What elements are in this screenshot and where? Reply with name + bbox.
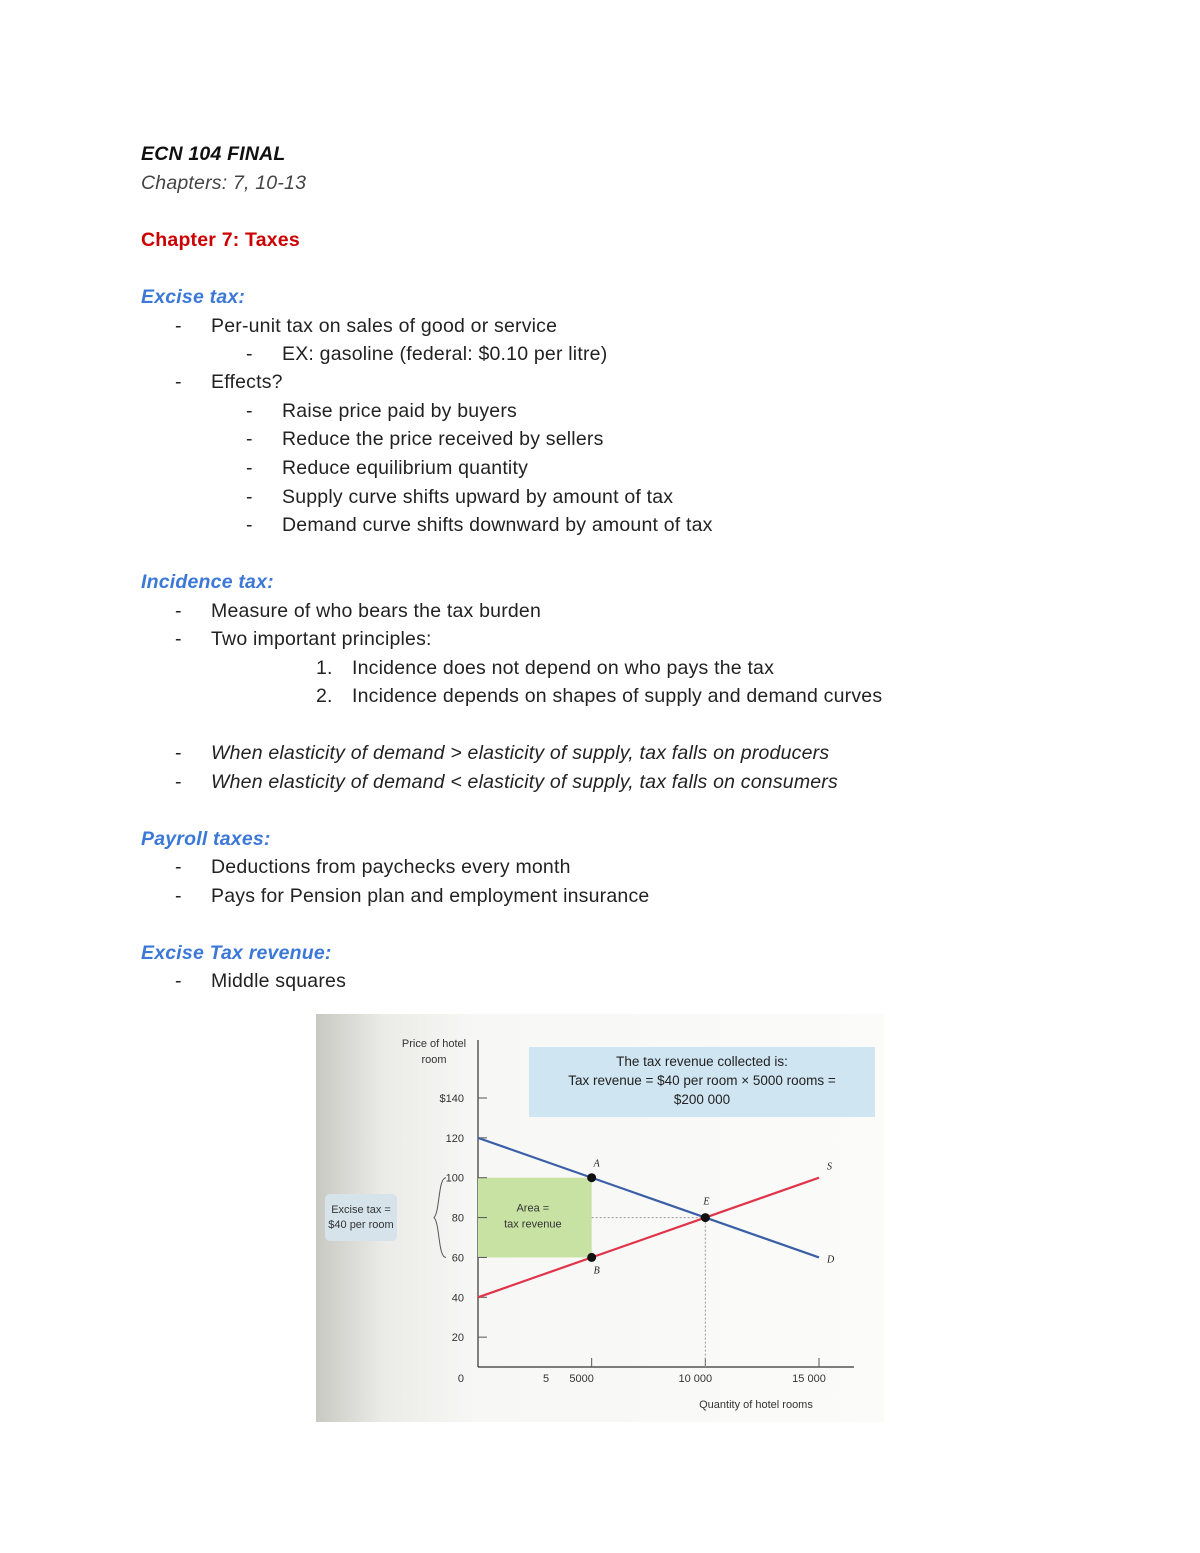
excise-effect-5: Demand curve shifts downward by amount of tax — [282, 514, 713, 536]
incidence-heading: Incidence tax: — [141, 571, 274, 593]
excise-heading: Excise tax: — [141, 286, 246, 308]
elasticity-note-1: When elasticity of demand > elasticity of supply, tax falls on producers — [211, 742, 830, 764]
point-e — [701, 1213, 710, 1222]
bullet-dash: - — [246, 486, 253, 508]
excise-item-1a: EX: gasoline (federal: $0.10 per litre) — [282, 343, 608, 365]
excise-effect-3: Reduce equilibrium quantity — [282, 457, 529, 479]
list-number: 1. — [316, 657, 333, 679]
y-tick-label: 20 — [451, 1332, 464, 1345]
tax-revenue-box-line3: $200 000 — [673, 1092, 731, 1107]
point-label-e: E — [703, 1196, 710, 1208]
revenue-heading: Excise Tax revenue: — [141, 942, 332, 964]
excise-effect-4: Supply curve shifts upward by amount of tax — [282, 486, 674, 508]
y-tick-label: 80 — [451, 1212, 464, 1225]
bullet-dash: - — [175, 315, 182, 337]
bullet-dash: - — [246, 514, 253, 536]
x-origin-label: 0 — [457, 1373, 464, 1385]
revenue-item-1: Middle squares — [211, 970, 347, 992]
excise-tax-box-line2: $40 per room — [328, 1219, 394, 1231]
y-tick-label: 120 — [445, 1132, 464, 1145]
bullet-dash: - — [175, 856, 182, 878]
tax-revenue-chart — [316, 1014, 884, 1422]
x-axis-break-label: 5 — [542, 1373, 550, 1385]
bullet-dash: - — [246, 428, 253, 450]
principle-2: Incidence depends on shapes of supply and demand curves — [352, 685, 883, 707]
principle-1: Incidence does not depend on who pays the tax — [352, 657, 775, 679]
area-label-line2: tax revenue — [504, 1218, 562, 1231]
demand-label: D — [827, 1254, 835, 1266]
y-axis-label-line1: Price of hotel — [401, 1038, 467, 1050]
list-number: 2. — [316, 685, 333, 707]
doc-chapters: Chapters: 7, 10-13 — [141, 172, 307, 194]
incidence-item-1: Measure of who bears the tax burden — [211, 600, 542, 622]
x-tick-label: 15 000 — [792, 1373, 826, 1385]
x-tick-label: 10 000 — [678, 1373, 713, 1385]
excise-effect-2: Reduce the price received by sellers — [282, 428, 604, 450]
payroll-item-1: Deductions from paychecks every month — [211, 856, 571, 878]
y-tick-label: 100 — [445, 1172, 464, 1185]
y-tick-label: 40 — [451, 1292, 464, 1305]
y-tick-label: $140 — [439, 1093, 464, 1105]
bullet-dash: - — [175, 885, 182, 907]
excise-tax-box — [325, 1194, 397, 1241]
supply-label: S — [827, 1161, 832, 1173]
bullet-dash: - — [175, 742, 182, 764]
tax-revenue-area — [478, 1178, 592, 1258]
bullet-dash: - — [246, 400, 253, 422]
excise-tax-box-line1: Excise tax = — [331, 1204, 391, 1216]
bullet-dash: - — [175, 600, 182, 622]
bullet-dash: - — [246, 343, 253, 365]
tax-revenue-figure — [316, 1014, 884, 1422]
excise-item-1: Per-unit tax on sales of good or service — [211, 315, 558, 337]
point-label-b: B — [593, 1265, 600, 1277]
bullet-dash: - — [175, 628, 182, 650]
elasticity-note-2: When elasticity of demand < elasticity of supply, tax falls on consumers — [211, 771, 838, 793]
chapter-heading: Chapter 7: Taxes — [141, 229, 300, 251]
incidence-item-2: Two important principles: — [211, 628, 432, 650]
y-axis-label-line2: room — [421, 1054, 447, 1066]
x-axis-label: Quantity of hotel rooms — [699, 1399, 813, 1411]
point-b — [587, 1253, 596, 1262]
excise-item-2: Effects? — [211, 371, 283, 393]
bullet-dash: - — [246, 457, 253, 479]
bullet-dash: - — [175, 371, 182, 393]
x-tick-label: 5000 — [569, 1373, 594, 1385]
point-a — [587, 1173, 596, 1182]
excise-effect-1: Raise price paid by buyers — [282, 400, 517, 422]
payroll-heading: Payroll taxes: — [141, 828, 271, 850]
point-label-a: A — [593, 1158, 600, 1170]
bullet-dash: - — [175, 970, 182, 992]
payroll-item-2: Pays for Pension plan and employment insurance — [211, 885, 650, 907]
y-tick-label: 60 — [451, 1252, 464, 1265]
bullet-dash: - — [175, 771, 182, 793]
doc-title: ECN 104 FINAL — [141, 143, 286, 165]
tax-revenue-box-line2: Tax revenue = $40 per room × 5000 rooms = — [568, 1073, 836, 1088]
area-label-line1: Area = — [516, 1202, 550, 1215]
tax-revenue-box-line1: The tax revenue collected is: — [616, 1054, 788, 1069]
